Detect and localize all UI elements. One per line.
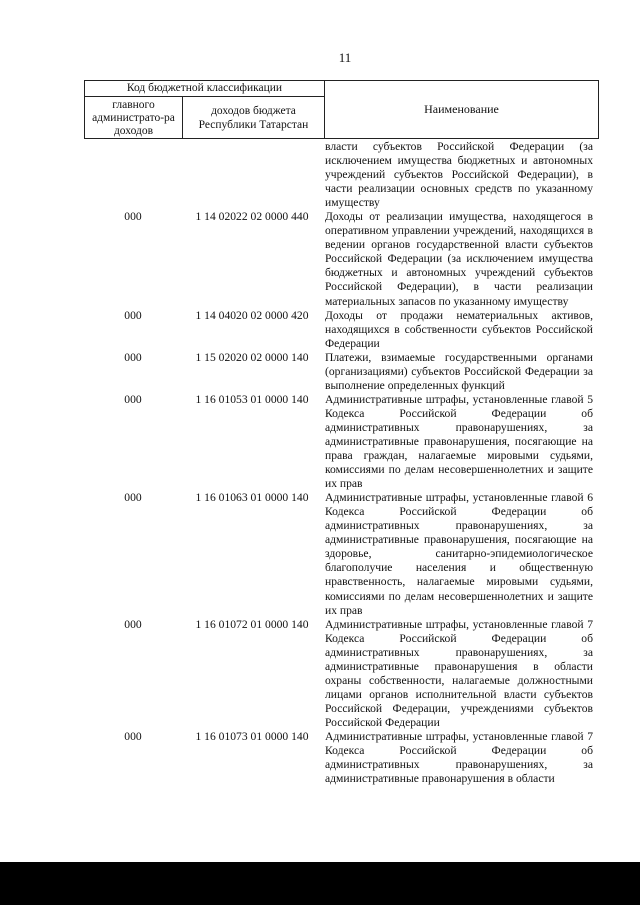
scan-bottom-border	[0, 862, 640, 905]
admin-code: 000	[124, 729, 142, 743]
table-row	[84, 618, 599, 730]
income-code: 1 16 01063 01 0000 140	[195, 491, 309, 505]
admin-code: 000	[124, 350, 142, 364]
income-column-header	[183, 97, 325, 139]
table-row	[84, 730, 599, 786]
admin-code: 000	[124, 491, 142, 505]
table-row	[84, 491, 599, 617]
table-row	[84, 140, 599, 210]
income-name: Доходы от продажи нематериальных активов, находящихся в собственности субъектов Российской Федерации	[325, 308, 593, 350]
admin-code: 000	[124, 617, 142, 631]
income-name: Административные штрафы, установленные главой 7 Кодекса Российской Федерации об административных правонарушениях, за административные правонарушения в области охраны собственности, налагаемые должностными лицами органов исполнительной власти субъектов Российской Федерации, учреждениями субъектов Российской Федерации	[325, 617, 593, 729]
income-name: Административные штрафы, установленные главой 5 Кодекса Российской Федерации об административных правонарушениях, за административные правонарушения, посягающие на права граждан, налагаемые мировыми судьями, комиссиями по делам несовершеннолетних и защите их прав	[325, 392, 593, 491]
table-row	[84, 210, 599, 308]
admin-column-header	[85, 97, 183, 139]
income-code: 1 15 02020 02 0000 140	[195, 350, 309, 364]
table-body	[84, 140, 599, 786]
income-name: Административные штрафы, установленные главой 6 Кодекса Российской Федерации об административных правонарушениях, за административные правонарушения, посягающие на здоровье, санитарно-эпидемиологическое благополучие населения и общественную нравственность, налагаемые мировыми судьями, комиссиями по делам несовершеннолетних и защите их прав	[325, 491, 593, 617]
income-code: 1 16 01053 01 0000 140	[195, 392, 309, 406]
admin-code: 000	[124, 308, 142, 322]
income-code: 1 14 02022 02 0000 440	[195, 210, 309, 224]
admin-column-label: главного администрато-ра доходов	[92, 98, 175, 137]
page-number: 11	[338, 50, 352, 65]
budget-code-header: Код бюджетной классификации	[85, 81, 325, 97]
table-header	[84, 80, 599, 139]
income-code: 1 14 04020 02 0000 420	[195, 308, 309, 322]
table-row	[84, 393, 599, 491]
income-name: Административные штрафы, установленные главой 7 Кодекса Российской Федерации об административных правонарушениях, за административные правонарушения в области	[325, 729, 593, 786]
income-name: Доходы от реализации имущества, находящегося в оперативном управлении учреждений, находящихся в ведении органов государственной власти субъектов Российской Федерации (за исключением имущества бюджетных и автономных учреждений субъектов Российской Федерации), в части реализации материальных запасов по указанному имуществу	[325, 210, 593, 308]
income-name: власти субъектов Российской Федерации (за исключением имущества бюджетных и автономных учреждений субъектов Российской Федерации), в части реализации основных средств по указанному имуществу	[325, 140, 593, 210]
income-code	[182, 140, 322, 210]
income-column-label: доходов бюджета Республики Татарстан	[198, 105, 309, 131]
table-row	[84, 351, 599, 393]
table-row	[84, 309, 599, 351]
name-column-header: Наименование	[424, 102, 499, 116]
income-code: 1 16 01072 01 0000 140	[195, 617, 309, 631]
income-name: Платежи, взимаемые государственными органами (организациями) субъектов Российской Федерации за выполнение определенных функций	[325, 350, 593, 392]
admin-code: 000	[124, 210, 142, 224]
income-code: 1 16 01073 01 0000 140	[195, 729, 309, 743]
admin-code	[84, 140, 182, 210]
admin-code: 000	[124, 392, 142, 406]
